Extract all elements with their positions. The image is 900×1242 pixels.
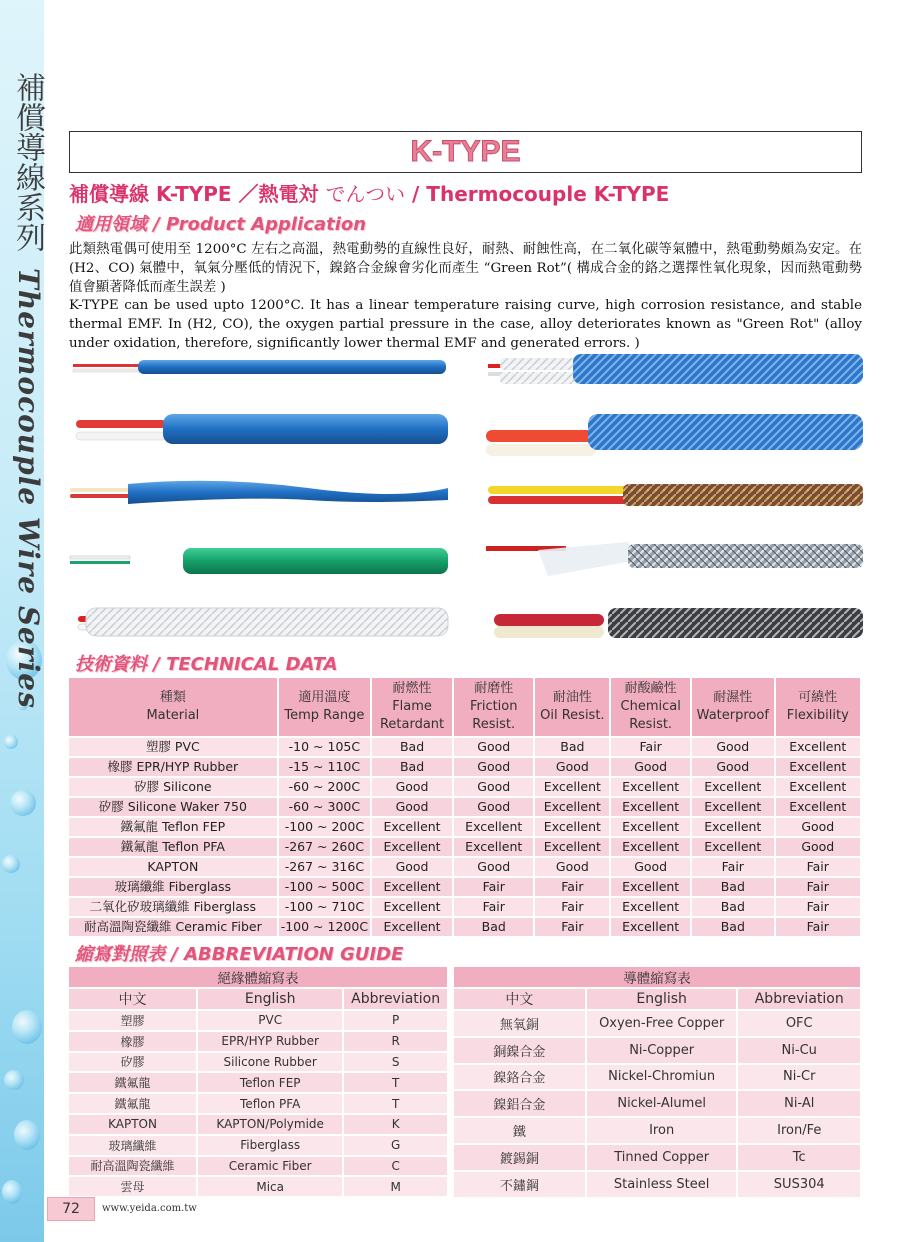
table-row (68, 1010, 448, 1031)
application-text-english: K-TYPE can be used upto 1200°C. It has a linear temperature raising curve, high corrosion resistance, and stable thermal EMF. In (H2, CO), the oxygen partial pressure in the case, alloy deteriorates known as "Green Rot" (alloy under oxidation, therefore, significantly lower thermal EMF and generated errors. ) (69, 298, 862, 351)
table-cell: Excellent (610, 837, 691, 857)
abbreviation-heading: 縮寫對照表 / ABBREVIATION GUIDE (75, 944, 404, 965)
table-row (68, 1052, 448, 1073)
header-line: Oil Resist. (540, 708, 605, 723)
table-row (68, 737, 861, 757)
table-cell: 塑膠 PVC (68, 737, 278, 757)
table-cell: Excellent (775, 797, 861, 817)
table-cell: 鎳鉻合金 (453, 1064, 586, 1091)
table-cell: 鐵氟龍 (68, 1072, 197, 1093)
header-line: Chemical (620, 699, 681, 714)
table-cell: 不鏽鋼 (453, 1171, 586, 1198)
table-cell: KAPTON (68, 1114, 197, 1135)
col-oil (534, 677, 610, 737)
table-cell: Fair (534, 917, 610, 937)
table-cell: Excellent (610, 797, 691, 817)
table-cell: Bad (453, 917, 534, 937)
table-cell: P (343, 1010, 448, 1031)
col-material (68, 677, 278, 737)
table-cell: Good (453, 737, 534, 757)
table-cell: Fair (775, 897, 861, 917)
table-cell: Mica (197, 1176, 343, 1197)
col-flexibility (775, 677, 861, 737)
table-cell: 銅鎳合金 (453, 1037, 586, 1064)
header-line: Flame (392, 699, 432, 714)
table-cell: -267 ~ 316C (278, 857, 371, 877)
table-cell: Fair (453, 897, 534, 917)
table-cell: Fair (775, 877, 861, 897)
table-cell: Good (691, 737, 775, 757)
table-cell: 橡膠 EPR/HYP Rubber (68, 757, 278, 777)
table-cell: -15 ~ 110C (278, 757, 371, 777)
table-cell: S (343, 1052, 448, 1073)
table-row (453, 1171, 861, 1198)
table-cell: Fair (775, 857, 861, 877)
table-cell: 雲母 (68, 1176, 197, 1197)
conductor-col-abbr: Abbreviation (737, 988, 861, 1010)
table-cell: Good (691, 757, 775, 777)
table-cell: Excellent (775, 757, 861, 777)
technical-header-row (68, 677, 861, 737)
table-cell: Excellent (691, 817, 775, 837)
table-cell: Fair (534, 897, 610, 917)
application-text-chinese: 此類熱電偶可使用至 1200°C 左右之高溫，熱電動勢的直線性良好，耐熱、耐蝕性高，在二氧化碳等氣體中，熱電動勢頗為安定。在 (H2、CO) 氣體中，氧氣分壓低的情況下，鎳鉻合金線會劣化而產生 “Green Rot”( 構成合金的鉻之選擇性氧化現象，因而熱電動勢值會顯著降低而產生誤差 ) (69, 242, 862, 295)
table-cell: T (343, 1072, 448, 1093)
header-line: 耐濕性 (713, 690, 753, 705)
table-cell: Tinned Copper (586, 1144, 738, 1171)
table-cell: R (343, 1031, 448, 1052)
table-cell: 鐵氟龍 (68, 1093, 197, 1114)
table-row (68, 797, 861, 817)
table-cell: Good (775, 817, 861, 837)
header-line: 耐磨性 (474, 681, 514, 696)
water-drop-icon (10, 790, 36, 816)
table-cell: Good (453, 777, 534, 797)
table-cell: Excellent (371, 877, 453, 897)
table-cell: -100 ~ 200C (278, 817, 371, 837)
wire-silicone-twisted (70, 481, 448, 504)
header-line: 耐油性 (552, 690, 592, 705)
table-cell: -60 ~ 300C (278, 797, 371, 817)
table-cell: -10 ~ 105C (278, 737, 371, 757)
table-cell: Fiberglass (197, 1135, 343, 1156)
table-row (68, 1093, 448, 1114)
table-cell: -60 ~ 200C (278, 777, 371, 797)
insulation-table-title: 絕緣體縮寫表 (68, 966, 448, 988)
table-cell: Excellent (371, 917, 453, 937)
col-chemical (610, 677, 691, 737)
subtitle-japanese: でんつい (325, 182, 406, 206)
table-cell: 鐵氟龍 Teflon FEP (68, 817, 278, 837)
insulation-abbreviation-table (67, 965, 449, 1198)
table-cell: Excellent (534, 777, 610, 797)
table-cell: -100 ~ 500C (278, 877, 371, 897)
table-cell: Iron/Fe (737, 1117, 861, 1144)
table-cell: -267 ~ 260C (278, 837, 371, 857)
table-row (68, 757, 861, 777)
conductor-col-english: English (586, 988, 738, 1010)
subtitle-part-b: / Thermocouple K-TYPE (405, 182, 670, 206)
table-cell: Good (453, 757, 534, 777)
table-row (453, 1064, 861, 1091)
table-cell: Silicone Rubber (197, 1052, 343, 1073)
table-cell: -100 ~ 1200C (278, 917, 371, 937)
conductor-abbreviation-table (452, 965, 862, 1199)
header-line: Temp Range (284, 708, 365, 723)
table-cell: Ni-Cr (737, 1064, 861, 1091)
table-cell: Teflon FEP (197, 1072, 343, 1093)
col-flame (371, 677, 453, 737)
table-cell: Excellent (691, 777, 775, 797)
table-cell: Good (371, 857, 453, 877)
table-cell: 玻璃纖維 (68, 1135, 197, 1156)
insulation-col-chinese: 中文 (68, 988, 197, 1010)
table-row (453, 1090, 861, 1117)
header-line: 耐酸鹼性 (624, 681, 677, 696)
wire-blue-braid-1 (488, 354, 863, 384)
table-cell: Excellent (534, 817, 610, 837)
table-cell: Good (453, 797, 534, 817)
table-row (68, 1031, 448, 1052)
conductor-table-title: 導體縮寫表 (453, 966, 861, 988)
table-cell: Good (610, 857, 691, 877)
table-cell: Excellent (453, 837, 534, 857)
header-line: 耐燃性 (392, 681, 432, 696)
header-line: Retardant (379, 717, 445, 732)
table-cell: Excellent (610, 917, 691, 937)
table-cell: Tc (737, 1144, 861, 1171)
table-cell: Ni-Copper (586, 1037, 738, 1064)
table-cell: KAPTON (68, 857, 278, 877)
table-row (68, 817, 861, 837)
table-row (68, 777, 861, 797)
table-cell: -100 ~ 710C (278, 897, 371, 917)
header-line: 可繞性 (798, 690, 838, 705)
wire-steel-braid (486, 542, 863, 576)
table-cell: 鎳鋁合金 (453, 1090, 586, 1117)
table-cell: Good (371, 777, 453, 797)
table-row (68, 837, 861, 857)
page-title: K-TYPE (410, 135, 521, 168)
table-cell: G (343, 1135, 448, 1156)
table-cell: 無氧銅 (453, 1010, 586, 1037)
table-cell: Fair (453, 877, 534, 897)
table-cell: Ni-Al (737, 1090, 861, 1117)
table-cell: Excellent (610, 897, 691, 917)
table-cell: 二氧化矽玻璃纖維 Fiberglass (68, 897, 278, 917)
table-cell: 鐵氟龍 Teflon PFA (68, 837, 278, 857)
application-heading: 適用領域 / Product Application (75, 214, 367, 235)
table-cell: Bad (691, 917, 775, 937)
table-row (453, 1117, 861, 1144)
header-line: 適用溫度 (298, 690, 351, 705)
water-drop-icon (14, 1120, 40, 1150)
col-temp-range (278, 677, 371, 737)
table-cell: SUS304 (737, 1171, 861, 1198)
wire-dark-braid (494, 608, 863, 638)
page-number: 72 (47, 1197, 95, 1221)
table-row (453, 1010, 861, 1037)
wire-fiberglass-white (78, 608, 448, 636)
table-cell: 玻璃纖維 Fiberglass (68, 877, 278, 897)
table-cell: 耐高溫陶瓷纖維 Ceramic Fiber (68, 917, 278, 937)
header-line: Waterproof (696, 708, 769, 723)
technical-data-table (67, 676, 862, 938)
table-cell: Excellent (691, 797, 775, 817)
header-line: Material (146, 708, 200, 723)
table-row (68, 1114, 448, 1135)
table-cell: Good (371, 797, 453, 817)
table-cell: Good (534, 757, 610, 777)
insulation-col-abbr: Abbreviation (343, 988, 448, 1010)
table-cell: Fair (610, 737, 691, 757)
table-cell: Excellent (371, 837, 453, 857)
table-row (68, 897, 861, 917)
table-cell: Good (534, 857, 610, 877)
water-drop-icon (2, 855, 20, 873)
water-drop-icon (4, 1070, 24, 1090)
table-row (68, 1135, 448, 1156)
water-drop-icon (4, 735, 18, 749)
page-subtitle (69, 178, 669, 207)
table-row (68, 917, 861, 937)
table-cell: Bad (691, 897, 775, 917)
table-row (68, 877, 861, 897)
page-title-box (69, 131, 862, 173)
table-cell: OFC (737, 1010, 861, 1037)
table-cell: Bad (534, 737, 610, 757)
table-cell: Nickel-Chromiun (586, 1064, 738, 1091)
table-cell: Ceramic Fiber (197, 1156, 343, 1177)
website-url[interactable]: www.yeida.com.tw (102, 1203, 197, 1214)
water-drop-icon (12, 1010, 42, 1044)
wire-brown-braid (488, 484, 863, 506)
table-row (453, 1144, 861, 1171)
technical-heading: 技術資料 / TECHNICAL DATA (75, 654, 338, 675)
table-cell: Excellent (775, 777, 861, 797)
subtitle-part-a: 補償導線 K-TYPE ／熱電対 (69, 182, 326, 206)
table-cell: Stainless Steel (586, 1171, 738, 1198)
table-cell: M (343, 1176, 448, 1197)
table-cell: EPR/HYP Rubber (197, 1031, 343, 1052)
table-row (453, 1037, 861, 1064)
table-cell: Excellent (610, 817, 691, 837)
table-cell: Fair (775, 917, 861, 937)
table-cell: Excellent (371, 817, 453, 837)
col-friction (453, 677, 534, 737)
side-title-chinese: 補償導線系列 (10, 72, 45, 252)
table-cell: Bad (691, 877, 775, 897)
table-cell: Teflon PFA (197, 1093, 343, 1114)
table-row (68, 1072, 448, 1093)
table-cell: Fair (534, 877, 610, 897)
table-cell: KAPTON/Polymide (197, 1114, 343, 1135)
table-cell: Nickel-Alumel (586, 1090, 738, 1117)
table-cell: Good (775, 837, 861, 857)
table-cell: 塑膠 (68, 1010, 197, 1031)
header-line: Resist. (472, 717, 516, 732)
header-line: Friction (469, 699, 518, 714)
table-cell: Excellent (453, 817, 534, 837)
header-line: Resist. (629, 717, 673, 732)
table-row (68, 1156, 448, 1177)
side-title-english: Thermocouple Wire Series (12, 268, 45, 709)
table-cell: 橡膠 (68, 1031, 197, 1052)
table-cell: 鐵 (453, 1117, 586, 1144)
table-row (68, 857, 861, 877)
table-row (68, 1176, 448, 1197)
table-cell: Oxyen-Free Copper (586, 1010, 738, 1037)
col-waterproof (691, 677, 775, 737)
table-cell: Excellent (534, 837, 610, 857)
table-cell: Excellent (371, 897, 453, 917)
wire-samples (68, 350, 868, 650)
wire-blue-braid-2 (486, 414, 863, 456)
table-cell: 矽膠 Silicone Waker 750 (68, 797, 278, 817)
table-cell: Excellent (610, 777, 691, 797)
conductor-col-chinese: 中文 (453, 988, 586, 1010)
table-cell: C (343, 1156, 448, 1177)
header-line: 種類 (159, 690, 186, 705)
table-cell: Ni-Cu (737, 1037, 861, 1064)
table-cell: Excellent (775, 737, 861, 757)
table-cell: 矽膠 Silicone (68, 777, 278, 797)
table-cell: Fair (691, 857, 775, 877)
wire-rubber (76, 414, 448, 444)
table-cell: K (343, 1114, 448, 1135)
table-cell: Good (453, 857, 534, 877)
table-cell: T (343, 1093, 448, 1114)
table-cell: Good (610, 757, 691, 777)
table-cell: Iron (586, 1117, 738, 1144)
table-cell: Excellent (534, 797, 610, 817)
table-cell: Excellent (691, 837, 775, 857)
table-cell: PVC (197, 1010, 343, 1031)
header-line: Flexibility (786, 708, 849, 723)
table-cell: Bad (371, 757, 453, 777)
insulation-col-english: English (197, 988, 343, 1010)
table-cell: 矽膠 (68, 1052, 197, 1073)
wire-pvc (73, 360, 446, 374)
table-cell: 耐高溫陶瓷纖維 (68, 1156, 197, 1177)
table-cell: Excellent (610, 877, 691, 897)
table-cell: 鍍錫銅 (453, 1144, 586, 1171)
wire-teflon-green (70, 548, 448, 574)
table-cell: Bad (371, 737, 453, 757)
water-drop-icon (2, 1180, 22, 1204)
